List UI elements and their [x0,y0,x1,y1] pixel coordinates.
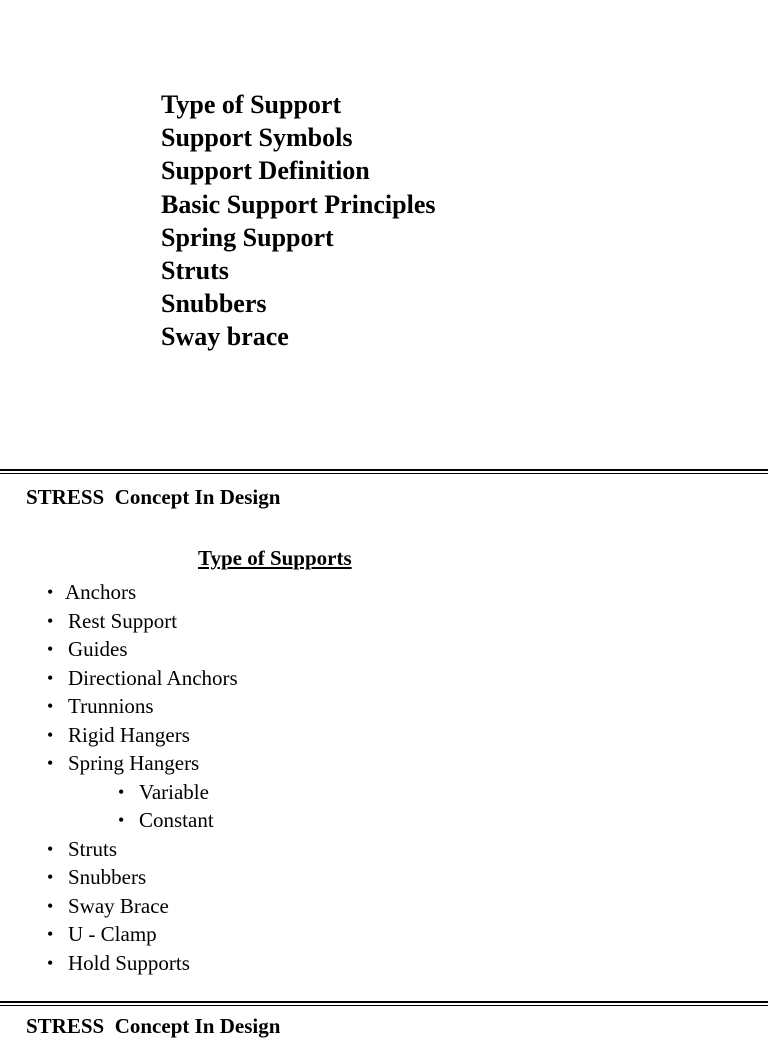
list-item-label: U - Clamp [68,922,157,946]
list-item [0,749,768,778]
toc-item-type-of-support: Type of Support [161,90,342,119]
bullet-icon: • [47,610,54,631]
slide-divider [0,1001,768,1006]
list-item-label: Spring Hangers [68,751,200,775]
list-item-label: Struts [68,836,118,861]
bullet-icon: • [47,667,54,688]
list-item [0,635,768,664]
list-item [0,892,768,921]
list-subitem [0,806,768,835]
list-item-label: Constant [139,808,214,832]
bullet-icon: • [47,895,54,916]
list-item [0,692,768,721]
list-item-label: Hold Supports [68,950,190,975]
list-item-label: Anchors [65,580,137,604]
list-item [0,578,768,607]
list-item-label: Snubbers [68,865,147,889]
list-item [0,920,768,949]
slide-divider [0,469,768,474]
toc-item-sway-brace: Sway brace [161,322,289,352]
list-item [0,949,768,978]
section-title: Type of Supports [198,546,352,570]
list-subitem [0,778,768,807]
list-item-label: Directional Anchors [68,665,238,690]
list-item [0,664,768,693]
list-item-label: Variable [139,779,209,804]
bullet-icon: • [47,639,54,659]
list-item [0,863,768,892]
list-item-label: Guides [68,637,128,661]
list-item [0,607,768,636]
bullet-icon: • [47,582,54,602]
bullet-icon: • [47,696,54,716]
toc-item-snubbers: Snubbers [161,289,267,319]
toc-item-support-definition: Support Definition [161,156,370,186]
list-item-label: Trunnions [68,694,154,718]
bullet-icon: • [47,867,54,887]
toc-item-basic-support-principles: Basic Support Principles [161,189,436,219]
bullet-icon: • [118,781,125,802]
slide-header: STRESS Concept In Design [26,485,281,509]
next-slide-header: STRESS Concept In Design [26,1014,281,1038]
support-type-list [0,578,768,977]
list-item-label: Sway Brace [68,893,169,918]
bullet-icon: • [47,724,54,745]
list-item [0,721,768,750]
bullet-icon: • [47,952,54,973]
bullet-icon: • [47,924,54,944]
bullet-icon: • [47,838,54,859]
list-item-label: Rest Support [68,608,178,633]
bullet-icon: • [47,753,54,773]
table-of-contents [161,88,435,354]
toc-item-struts: Struts [161,256,229,286]
toc-item-spring-support: Spring Support [161,222,334,252]
bullet-icon: • [118,810,125,830]
list-item-label: Rigid Hangers [68,722,190,747]
list-item [0,835,768,864]
toc-item-support-symbols: Support Symbols [161,123,353,153]
